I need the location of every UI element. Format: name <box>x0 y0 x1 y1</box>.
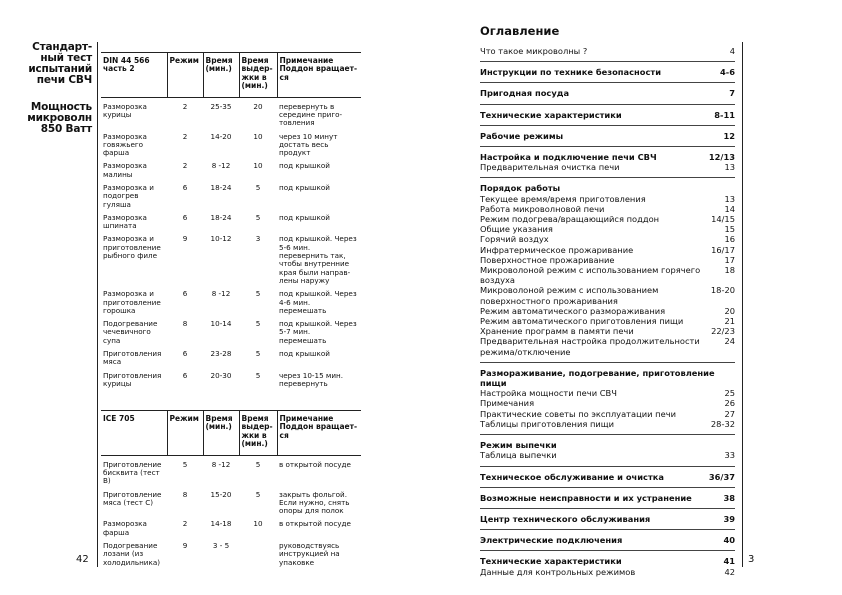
toc-entry-text: Рабочие режимы <box>480 130 564 141</box>
toc-entry-text: Работа микроволновой печи <box>480 203 605 214</box>
din-table-cell: 5 <box>255 289 261 299</box>
toc-entry-text: Режим автоматического размораживания <box>480 305 666 316</box>
toc-entry-page: 4 <box>729 46 735 56</box>
toc-section <box>480 508 735 524</box>
toc-section <box>480 146 735 172</box>
toc-entry-page: 42 <box>724 566 735 577</box>
ice-table-cell <box>239 541 277 571</box>
toc-entry[interactable] <box>480 398 735 408</box>
toc-entry[interactable] <box>480 306 735 316</box>
toc-entry[interactable] <box>480 316 735 326</box>
left-page-divider <box>97 42 98 567</box>
toc-entry-page: 17 <box>724 254 735 265</box>
din-table-cell: Разморозка говяжьего фарша <box>103 131 147 158</box>
toc-entry-text: Технические характеристики <box>480 109 622 120</box>
toc-entry-page: 14 <box>724 203 735 214</box>
din-table-cell: Подогревание чечевичного супа <box>103 319 158 345</box>
table-row <box>101 132 361 162</box>
toc-entry-page: 21 <box>724 316 735 327</box>
toc-entry-page: 22/23 <box>711 326 735 337</box>
ice-table-cell: 9 <box>182 541 188 550</box>
toc-entry[interactable] <box>480 245 735 255</box>
toc-entry[interactable] <box>480 472 735 482</box>
toc-entry[interactable] <box>480 152 735 162</box>
toc-entry-text: Режим подогрева/вращающийся поддон <box>480 214 660 225</box>
din-table-cell: 6 <box>182 289 188 299</box>
toc-entry-page: 33 <box>724 450 735 461</box>
toc-entry[interactable] <box>480 440 735 450</box>
toc-entry-page: 18 <box>724 265 735 276</box>
toc-entry[interactable] <box>480 326 735 336</box>
table-row <box>101 541 361 571</box>
toc-section <box>480 362 735 429</box>
toc-title: Оглавление <box>480 24 560 38</box>
din-table-cell: перевернуть в середине приго-товления <box>279 101 343 128</box>
din-table-header-row <box>101 53 361 98</box>
side-title-standard-test: Стандарт- ный тест испытаний печи СВЧ <box>28 41 92 86</box>
din-table-cell: 5 <box>255 349 261 359</box>
din-table-cell: 6 <box>182 212 188 222</box>
din-table-cell: 18-24 <box>210 183 232 192</box>
toc-entry[interactable] <box>480 183 735 193</box>
toc-entry-page: 40 <box>723 535 735 546</box>
toc-section <box>480 82 735 98</box>
toc-entry-text: Микроволоной режим с использованием горячего воздуха <box>480 265 701 286</box>
toc-entry-page: 13 <box>724 193 735 204</box>
din-table-cell: 20 <box>253 101 263 111</box>
toc-entry[interactable] <box>480 194 735 204</box>
toc-entry-text: Режим выпечки <box>480 440 557 451</box>
table-row <box>101 289 361 319</box>
din-table-cell: 10 <box>253 131 263 141</box>
din-table-cell: 6 <box>182 349 188 359</box>
toc-entry-text: Что такое микроволны ? <box>480 46 588 56</box>
table-row <box>101 183 361 213</box>
din-table-cell: 8 <box>182 319 188 329</box>
din-table-cell: 8 -12 <box>211 289 231 299</box>
test-table-din <box>101 52 361 392</box>
table-row <box>101 490 361 520</box>
ice-table-cell: закрыть фольгой. Если нужно, снять опоры для полок <box>279 489 350 516</box>
din-table-cell: 9 <box>182 234 188 244</box>
toc-entry-text: Таблица выпечки <box>480 450 557 461</box>
toc-entry[interactable] <box>480 265 735 285</box>
din-table-cell: 23-28 <box>210 349 232 359</box>
din-table-cell: 8 -12 <box>211 161 231 171</box>
din-table-cell: 2 <box>182 161 188 171</box>
test-table-ice <box>101 410 361 571</box>
din-table-cell: 14-20 <box>210 131 232 141</box>
ice-table-cell: 14-18 <box>210 519 232 529</box>
toc-entry-page: 38 <box>723 492 735 503</box>
toc-entry[interactable] <box>480 204 735 214</box>
din-table-cell: Разморозка малины <box>103 161 147 179</box>
toc-entry-text: Хранение программ в памяти печи <box>480 326 634 337</box>
toc-entry-page: 41 <box>723 556 735 567</box>
din-table-header-cell: Время (мин.) <box>203 53 239 98</box>
toc-entry-text: Предварительная настройка продолжительности режима/отключение <box>480 336 700 357</box>
toc-section <box>480 125 735 141</box>
toc-entry-page: 25 <box>724 388 735 399</box>
toc-entry-page: 36/37 <box>708 471 735 482</box>
toc-entry-text: Центр технического обслуживания <box>480 513 651 524</box>
din-table-cell: 5 <box>255 183 261 192</box>
toc-entry[interactable] <box>480 234 735 244</box>
table-row <box>101 213 361 235</box>
din-table-cell: 10-12 <box>210 234 232 244</box>
ice-table-cell: 5 <box>182 459 188 469</box>
toc-entry[interactable] <box>480 214 735 224</box>
toc-entry[interactable] <box>480 162 735 172</box>
toc-entry[interactable] <box>480 514 735 524</box>
din-table-cell: 25-35 <box>210 101 232 111</box>
din-table-cell: 5 <box>255 212 261 222</box>
toc-entry[interactable] <box>480 255 735 265</box>
din-table-cell: Разморозка и приготовление рыбного филе <box>103 234 161 261</box>
toc-section <box>480 46 735 56</box>
toc-entry-page: 12 <box>723 130 735 141</box>
toc-entry-text: Возможные неисправности и их устранение <box>480 492 692 503</box>
toc-section <box>480 487 735 503</box>
toc-entry-page: 39 <box>723 513 735 524</box>
toc-entry[interactable] <box>480 131 735 141</box>
din-table-cell: под крышкой <box>279 161 330 171</box>
toc-entry-text: Настройка и подключение печи СВЧ <box>480 152 657 163</box>
ice-table-cell: Приготовление бисквита (тест B) <box>103 459 162 486</box>
toc-entry[interactable] <box>480 567 735 577</box>
toc-entry[interactable] <box>480 46 735 56</box>
ice-table-header-cell: Примечание Поддон вращает-ся <box>277 411 361 456</box>
toc-entry[interactable] <box>480 556 735 566</box>
toc-entry-page: 20 <box>724 305 735 316</box>
table-row <box>101 234 361 289</box>
toc-entry-page: 14/15 <box>711 214 735 225</box>
toc-entry[interactable] <box>480 368 735 388</box>
toc-entry[interactable] <box>480 409 735 419</box>
din-table-cell: Разморозка и приготовление горошка <box>103 289 161 315</box>
ice-table-cell: 5 <box>255 489 261 499</box>
table-row <box>101 161 361 183</box>
din-table-cell: Приготовления мяса <box>103 349 162 367</box>
ice-table-cell: Подогревание лозани (из холодильника) <box>103 541 161 567</box>
table-row <box>101 319 361 349</box>
toc-entry[interactable] <box>480 493 735 503</box>
ice-table-header-row <box>101 411 361 456</box>
toc-section <box>480 550 735 576</box>
toc-entry[interactable] <box>480 88 735 98</box>
din-table-cell: под крышкой <box>279 349 330 359</box>
table-row <box>101 460 361 490</box>
din-table-cell: 2 <box>182 101 188 111</box>
table-row <box>101 371 361 393</box>
toc-section <box>480 177 735 356</box>
din-table-header-cell: DIN 44 566 часть 2 <box>101 53 167 98</box>
toc-section <box>480 61 735 77</box>
din-table-cell: 2 <box>182 131 188 141</box>
din-table-cell: через 10-15 мин. перевернуть <box>279 370 344 388</box>
din-table-cell: под крышкой. Через 5-7 мин. перемешать <box>279 319 357 345</box>
din-table-cell: через 10 минут достать весь продукт <box>279 131 338 158</box>
toc-entry-text: Пригодная посуда <box>480 88 570 99</box>
ice-table-cell: 15-20 <box>210 489 232 499</box>
ice-table-cell: 10 <box>253 519 263 529</box>
toc-entry-text: Поверхностное прожаривание <box>480 254 615 265</box>
toc-entry-text: Порядок работы <box>480 183 561 194</box>
toc-entry-page: 26 <box>724 398 735 409</box>
toc-entry-text: Примечания <box>480 398 535 409</box>
toc-entry[interactable] <box>480 110 735 120</box>
toc-entry-text: Предварительная очистка печи <box>480 162 620 173</box>
toc-entry-text: Электрические подключения <box>480 535 623 546</box>
din-table-header-cell: Режим <box>167 53 203 98</box>
side-title-microwave-power: Мощность микроволн 850 Ватт <box>27 101 92 135</box>
ice-table-header-cell: ICE 705 <box>101 411 167 456</box>
ice-table-cell: руководствуясь инструкцией на упаковке <box>279 541 340 567</box>
din-table-cell: под крышкой. Через 4-6 мин. перемешать <box>279 289 357 315</box>
din-table-cell: Разморозка и подогрев гуляша <box>103 183 154 209</box>
ice-table-cell: 8 <box>182 489 188 499</box>
toc-entry-page: 27 <box>724 408 735 419</box>
din-table-cell: Приготовления курицы <box>103 370 162 388</box>
table-row <box>101 102 361 132</box>
din-table-cell: 20-30 <box>210 370 232 380</box>
toc-entry-text: Горячий воздух <box>480 234 549 245</box>
toc-entry-text: Инструкции по технике безопасности <box>480 67 662 78</box>
toc-entry-text: Таблицы приготовления пищи <box>480 418 614 429</box>
ice-table-cell: 5 <box>255 459 261 469</box>
din-table-cell: 3 <box>255 234 261 244</box>
toc-section <box>480 466 735 482</box>
toc-entry-page: 7 <box>729 88 735 99</box>
right-page-divider <box>742 42 743 567</box>
din-table-cell: 5 <box>255 370 261 380</box>
toc-entry-text: Данные для контрольных режимов <box>480 566 636 577</box>
din-table-cell: 10 <box>253 161 263 171</box>
ice-table-cell: в открытой посуде <box>279 459 351 469</box>
din-table-cell: 6 <box>182 370 188 380</box>
ice-table-cell: 8 -12 <box>211 459 231 469</box>
toc-entry[interactable] <box>480 388 735 398</box>
toc-entry-text: Инфратермическое прожаривание <box>480 244 634 255</box>
toc-entry-page: 24 <box>724 336 735 347</box>
toc-entry-text: Технические характеристики <box>480 556 622 567</box>
ice-table-header-cell: Время выдер-жки в (мин.) <box>239 411 277 456</box>
ice-table-cell: 3 - 5 <box>212 541 230 550</box>
toc-entry-text: Настройка мощности печи СВЧ <box>480 388 617 399</box>
din-table-cell: 6 <box>182 183 188 192</box>
din-table-cell: Разморозка курицы <box>103 101 147 119</box>
toc-entry-page: 12/13 <box>708 152 735 163</box>
toc-entry-text: Техническое обслуживание и очистка <box>480 471 665 482</box>
din-table-cell: 10-14 <box>210 319 232 329</box>
din-table-header-cell: Время выдер-жки в (мин.) <box>239 53 277 98</box>
toc-entry-text: Общие указания <box>480 224 553 235</box>
left-page-number: 42 <box>76 554 89 565</box>
toc-entry[interactable] <box>480 535 735 545</box>
table-of-contents <box>480 46 735 577</box>
din-table-cell: 5 <box>255 319 261 329</box>
toc-section <box>480 104 735 120</box>
ice-table-header-cell: Режим <box>167 411 203 456</box>
din-table-cell: под крышкой <box>279 212 330 222</box>
din-table-header-cell: Примечание Поддон вращает-ся <box>277 53 361 98</box>
toc-entry-page: 28-32 <box>710 418 735 429</box>
toc-entry-page: 16 <box>724 234 735 245</box>
toc-entry-text: Размораживание, подогревание, приготовление пищи <box>480 367 715 389</box>
ice-table-header-cell: Время (мин.) <box>203 411 239 456</box>
ice-table-cell: Приготовление мяса (тест C) <box>103 489 162 507</box>
ice-table-cell: в открытой посуде <box>279 519 351 529</box>
table-row <box>101 519 361 541</box>
toc-section <box>480 529 735 545</box>
din-table-cell: под крышкой. Через 5-6 мин. перевернить так, чтобы внутренние края были направ-лены наружу <box>279 234 357 285</box>
toc-entry-page: 16/17 <box>711 244 735 255</box>
toc-entry-page: 18-20 <box>710 285 735 296</box>
ice-table-cell: 2 <box>182 519 188 529</box>
table-row <box>101 349 361 371</box>
right-page-number: 3 <box>748 554 755 565</box>
toc-entry[interactable] <box>480 419 735 429</box>
left-page-side-titles <box>0 42 92 151</box>
toc-entry[interactable] <box>480 67 735 77</box>
din-table-cell: Разморозка шпината <box>103 212 147 231</box>
toc-entry-page: 8-11 <box>714 109 735 120</box>
toc-entry-text: Режим автоматического приготовления пищи <box>480 316 684 327</box>
toc-section <box>480 434 735 460</box>
din-table-cell: под крышкой <box>279 183 330 192</box>
din-table-cell: 18-24 <box>210 212 232 222</box>
toc-entry-text: Практические советы по эксплуатации печи <box>480 408 676 419</box>
toc-entry[interactable] <box>480 336 735 356</box>
toc-entry-page: 13 <box>724 162 735 173</box>
toc-entry[interactable] <box>480 285 735 305</box>
toc-entry-page: 15 <box>724 224 735 235</box>
ice-table-cell: Разморозка фарша <box>103 519 147 537</box>
toc-entry[interactable] <box>480 224 735 234</box>
toc-entry-page: 4-6 <box>720 67 735 78</box>
toc-entry[interactable] <box>480 450 735 460</box>
toc-entry-text: Микроволоной режим с использованием поверхностного прожаривания <box>480 285 659 306</box>
toc-entry-text: Текущее время/время приготовления <box>480 193 646 204</box>
